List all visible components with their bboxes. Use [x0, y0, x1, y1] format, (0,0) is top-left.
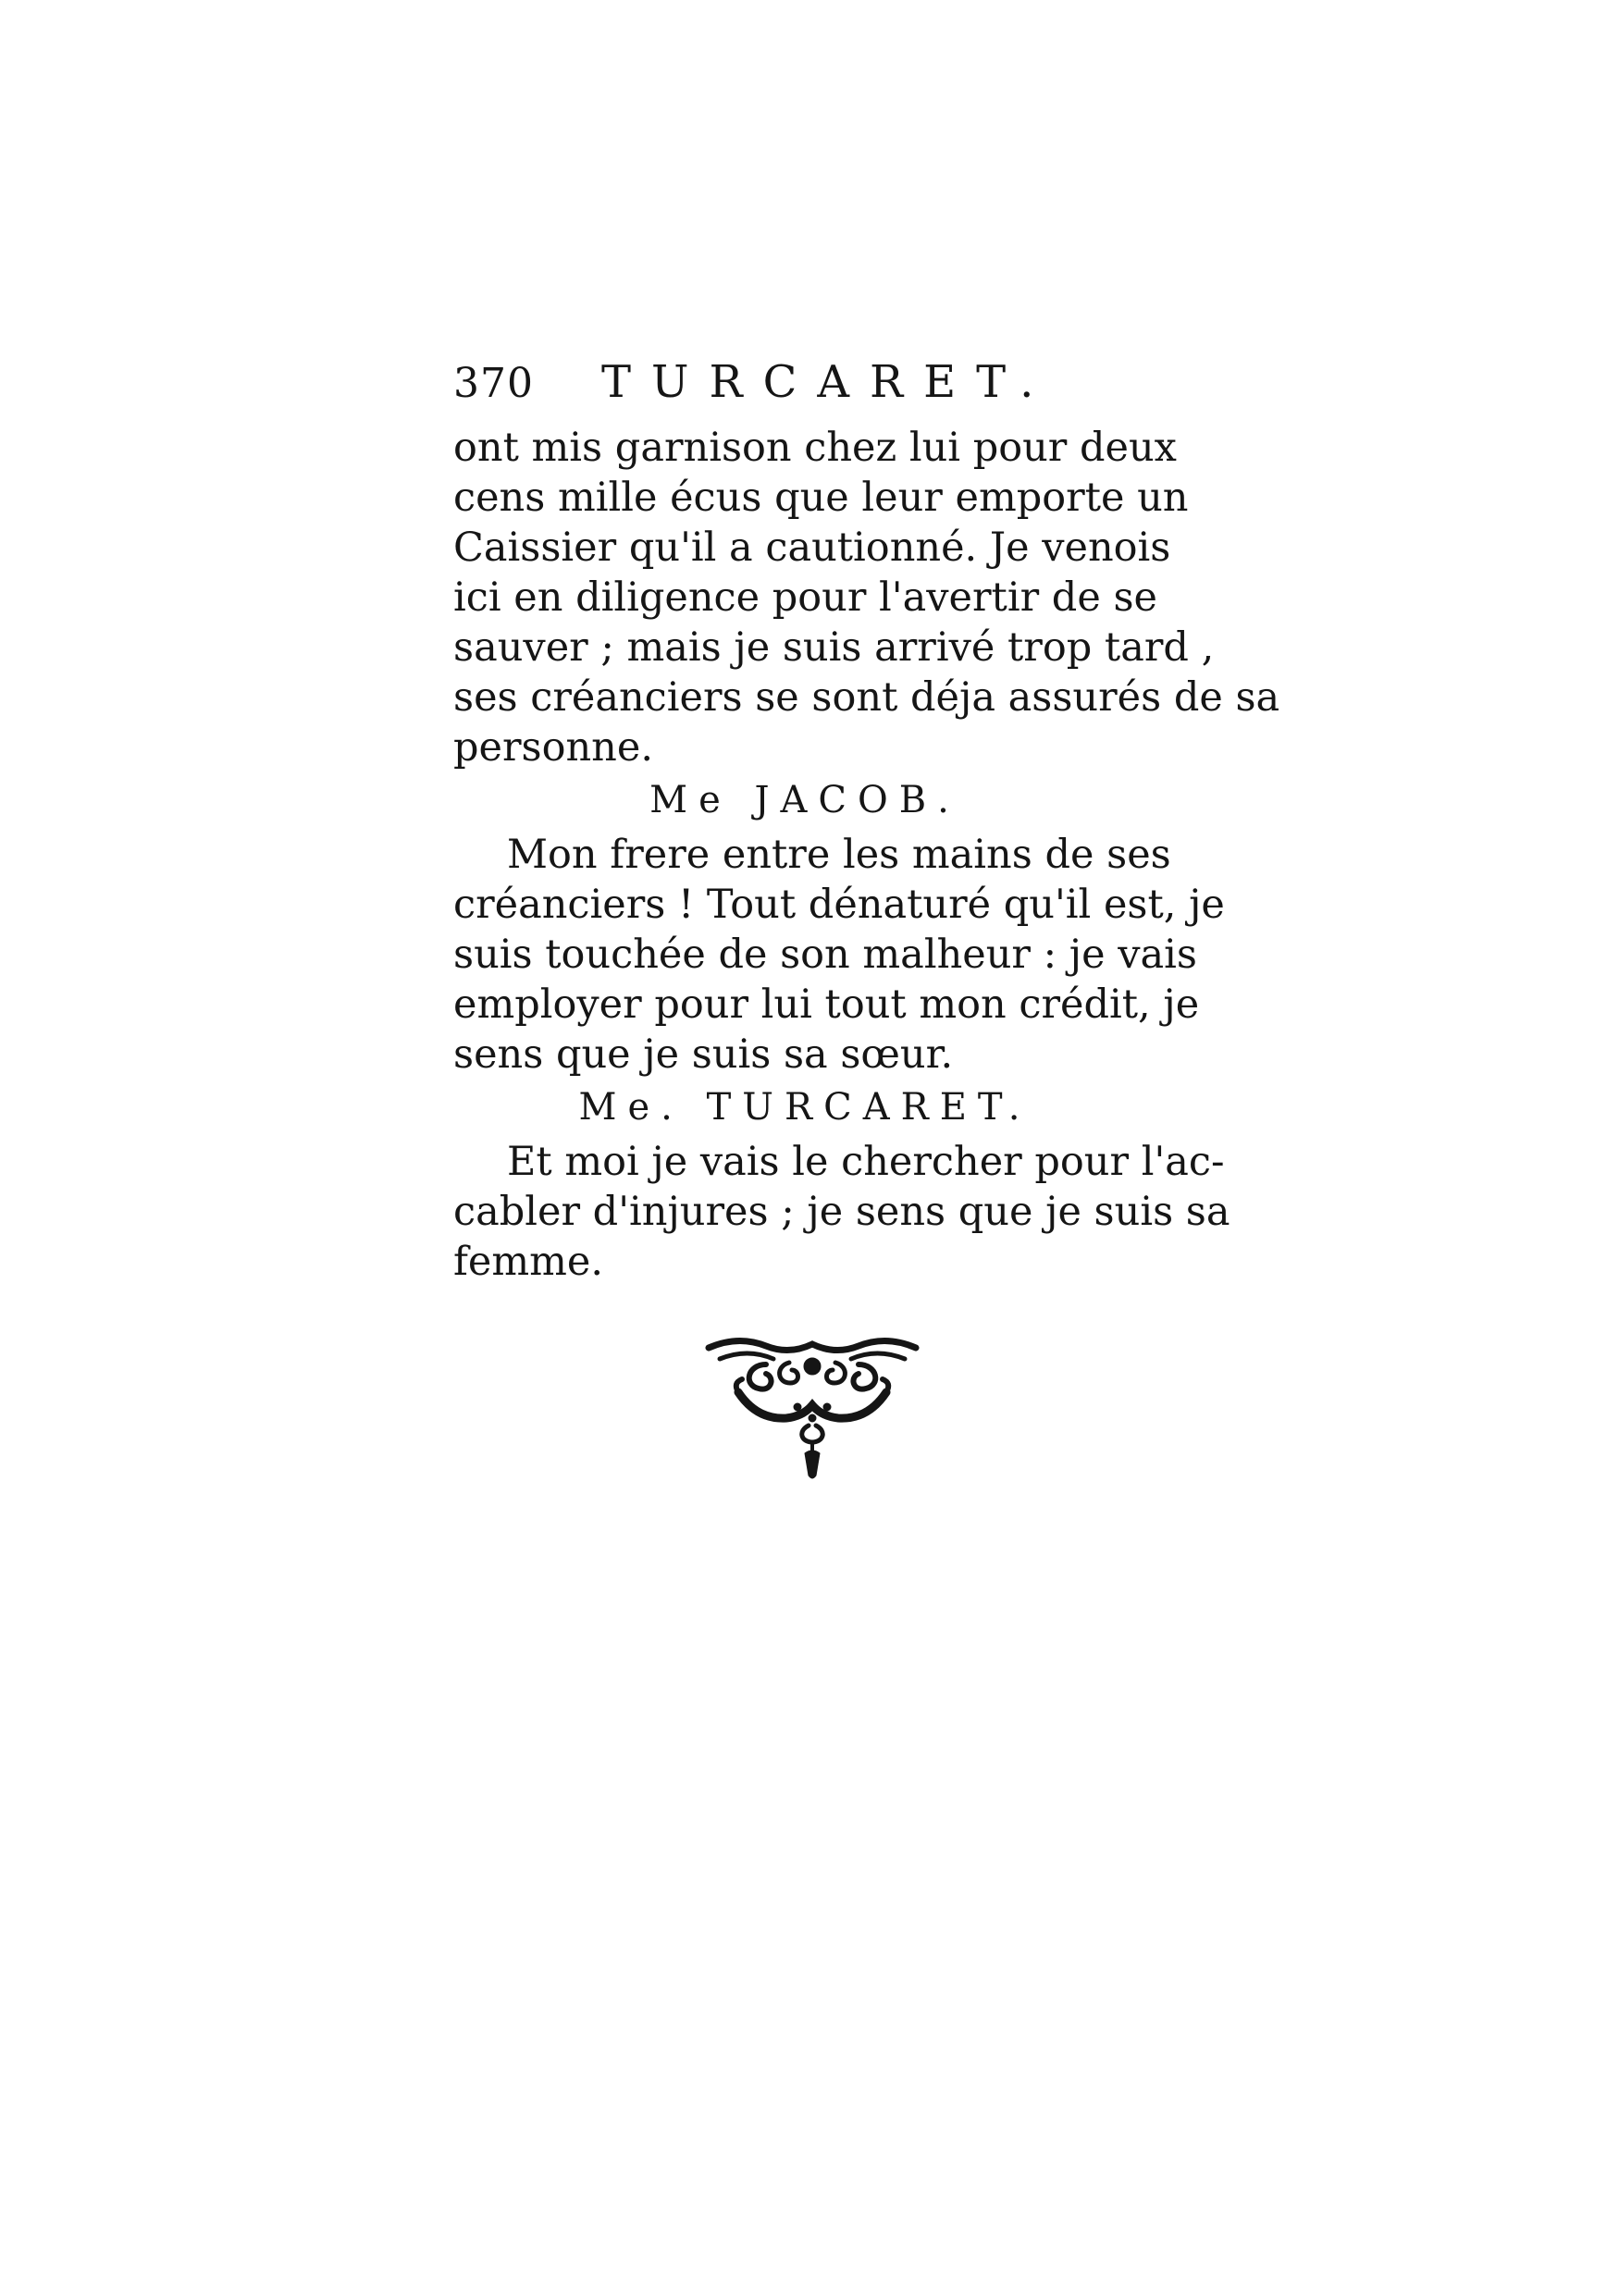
text-line: Et moi je vais le chercher pour l'ac-: [507, 1139, 1225, 1185]
page-number: 370: [453, 360, 534, 407]
text-line: ici en diligence pour l'avertir de se: [453, 574, 1157, 621]
text-line: cens mille écus que leur emporte un: [453, 475, 1189, 521]
text-line: sens que je suis sa sœur.: [453, 1031, 954, 1078]
paragraph-1: [453, 423, 1280, 772]
fleuron-tailpiece-icon: [701, 1327, 923, 1485]
text-line: sauver ; mais je suis arrivé trop tard ,: [453, 624, 1215, 671]
text-line: suis touchée de son malheur : je vais: [453, 932, 1197, 978]
text-block: [453, 356, 1280, 1287]
text-line: Mon frere entre les mains de ses: [507, 832, 1171, 878]
text-line: employer pour lui tout mon crédit, je: [453, 981, 1200, 1028]
text-line: femme.: [453, 1239, 604, 1285]
text-line: créanciers ! Tout dénaturé qu'il est, je: [453, 882, 1225, 928]
text-line: cabler d'injures ; je sens que je suis sa: [453, 1189, 1230, 1235]
text-line: Caissier qu'il a cautionné. Je venois: [453, 525, 1171, 571]
paragraph-2: [453, 830, 1225, 1080]
text-line: ses créanciers se sont déja assurés de sa: [453, 674, 1280, 721]
speaker-name: Me JACOB.: [649, 779, 960, 821]
text-line: personne.: [453, 724, 653, 771]
running-title: TURCARET.: [601, 356, 1055, 408]
running-head: [453, 356, 1156, 423]
text-line: ont mis garnison chez lui pour deux: [453, 425, 1177, 471]
paragraph-3: [453, 1137, 1230, 1287]
speaker-name: Me. TURCARET.: [578, 1086, 1032, 1129]
